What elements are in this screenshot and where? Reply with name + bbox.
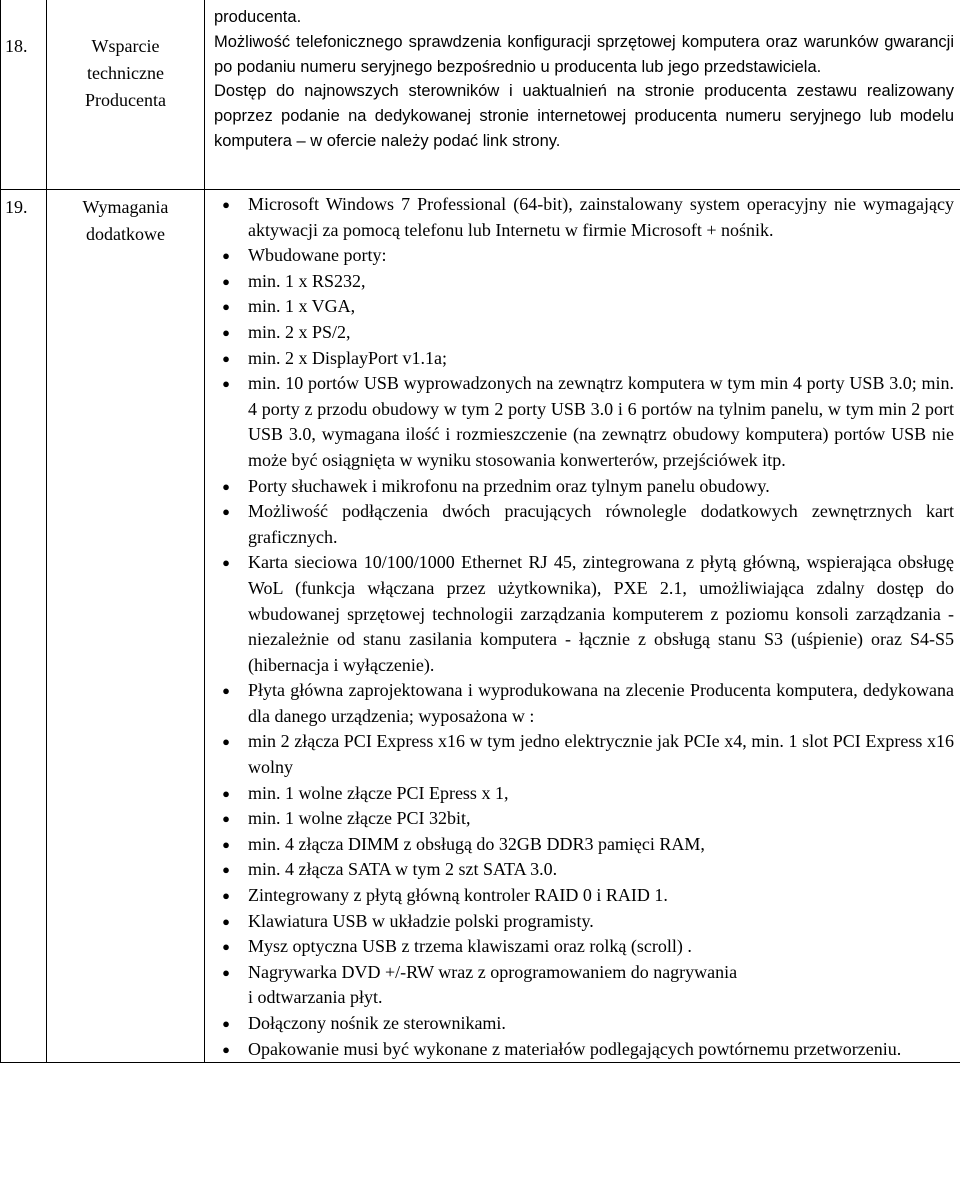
list-item: [214, 320, 954, 346]
list-item: [214, 269, 954, 295]
list-item-text: Karta sieciowa 10/100/1000 Ethernet RJ 45, zintegrowana z płytą główną, wspierająca obsługę WoL (funkcja włączana przez użytkownika), PXE 2.1, umożliwiająca zdalny dostęp do wbudowanej sprzętowej technologii zarządzania komputerem z poziomu konsoli zarządzania - niezależnie od stanu zasilania komputera - łącznie z obsługą stanu S3 (uśpienie) oraz S4-S5 (hibernacja i wyłączenie).: [248, 552, 954, 675]
spec-row-18: [1, 0, 960, 190]
bullet-dot-icon: ●: [222, 350, 230, 366]
list-item: [214, 857, 954, 883]
row-number: 18.: [1, 0, 47, 190]
bullet-dot-icon: ●: [222, 1016, 230, 1031]
list-item-text: min. 1 wolne złącze PCI Epress x 1,: [248, 782, 509, 803]
list-item-text: Dołączony nośnik ze sterownikami.: [248, 1013, 506, 1033]
list-item-text: Wbudowane porty:: [248, 245, 387, 266]
requirements-list: [214, 192, 954, 1062]
row-name: Wsparcie techniczne Producenta: [47, 0, 205, 190]
bullet-dot-icon: ●: [222, 811, 230, 827]
list-item-text: min. 1 x RS232,: [248, 270, 366, 291]
list-item-text: Porty słuchawek i mikrofonu na przednim oraz tylnym panelu obudowy.: [248, 475, 770, 496]
list-item: [214, 294, 954, 320]
list-item: [214, 806, 954, 832]
list-item-text: Opakowanie musi być wykonane z materiałów podlegających powtórnemu przetworzeniu.: [248, 1038, 902, 1059]
bullet-dot-icon: ●: [222, 248, 230, 264]
list-item: [214, 729, 954, 780]
list-item-text: min. 2 x PS/2,: [248, 321, 351, 342]
list-item-text: Płyta główna zaprojektowana i wyprodukowana na zlecenie Producenta komputera, dedykowana dla danego urządzenia; wyposażona w :: [248, 680, 954, 726]
bullet-dot-icon: ●: [222, 862, 230, 878]
bullet-dot-icon: ●: [222, 273, 230, 289]
list-item: [214, 883, 954, 909]
bullet-dot-icon: ●: [222, 504, 230, 520]
list-item: [214, 499, 954, 550]
row-description: [205, 190, 960, 1063]
bullet-dot-icon: ●: [222, 1041, 230, 1057]
list-item-text: min. 1 wolne złącze PCI 32bit,: [248, 808, 471, 829]
list-item: [214, 243, 954, 269]
list-item: [214, 934, 954, 960]
list-item-text: min. 1 x VGA,: [248, 296, 356, 317]
list-item: [214, 371, 954, 473]
bullet-dot-icon: ●: [222, 555, 230, 571]
list-item: [214, 960, 954, 1011]
paragraph: producenta.: [214, 8, 302, 26]
bullet-dot-icon: ●: [222, 913, 230, 929]
spec-row-19: [1, 190, 960, 1063]
list-item: [214, 678, 954, 729]
list-item-text: Zintegrowany z płytą główną kontroler RAID 0 i RAID 1.: [248, 885, 668, 906]
list-item-text: min 2 złącza PCI Express x16 w tym jedno elektrycznie jak PCIe x4, min. 1 slot PCI Express x16 wolny: [248, 731, 954, 778]
list-item-text: Klawiatura USB w układzie polski programisty.: [248, 910, 594, 931]
bullet-dot-icon: ●: [222, 478, 230, 494]
list-item-text: Microsoft Windows 7 Professional (64-bit), zainstalowany system operacyjny nie wymagający aktywacji za pomocą telefonu lub Internetu w firmie Microsoft + nośnik.: [248, 194, 954, 240]
list-item: [214, 1011, 954, 1037]
list-item: [214, 781, 954, 807]
list-item: [214, 474, 954, 500]
paragraph: Dostęp do najnowszych sterowników i uaktualnień na stronie producenta zestawu realizowany poprzez podanie na dedykowanej stronie internetowej producenta numeru seryjnego lub modelu komputera – w ofercie należy podać link strony.: [214, 82, 954, 150]
row-description: [205, 0, 960, 190]
paragraph: Możliwość telefonicznego sprawdzenia konfiguracji sprzętowej komputera oraz warunków gwarancji po podaniu numeru seryjnego bezpośrednio u producenta lub jego przedstawiciela.: [214, 32, 954, 76]
bullet-dot-icon: ●: [222, 734, 230, 750]
list-item: [214, 832, 954, 858]
list-item-text: min. 4 złącza SATA w tym 2 szt SATA 3.0.: [248, 859, 558, 880]
bullet-dot-icon: ●: [222, 376, 230, 392]
list-item-text: min. 10 portów USB wyprowadzonych na zewnątrz komputera w tym min 4 porty USB 3.0; min. 4 porty z przodu obudowy w tym 2 porty USB 3.0 i 6 portów na tylnim panelu, w tym min 2 port USB 3.0, wymagana ilość i rozmieszczenie (na zewnątrz obudowy komputera) portów USB nie może być osiągnięta w wyniku stosowania konwerterów, przejściówek itp.: [248, 373, 954, 470]
bullet-dot-icon: ●: [222, 939, 230, 955]
list-item: [214, 346, 954, 372]
bullet-dot-icon: ●: [222, 683, 230, 699]
list-item-text: min. 2 x DisplayPort v1.1a;: [248, 347, 447, 368]
bullet-dot-icon: ●: [222, 785, 230, 801]
list-item: [214, 1037, 954, 1063]
bullet-dot-icon: ●: [222, 964, 230, 980]
bullet-dot-icon: ●: [222, 888, 230, 904]
row-name: Wymagania dodatkowe: [47, 190, 205, 1063]
bullet-dot-icon: ●: [222, 197, 230, 212]
list-item-text: Możliwość podłączenia dwóch pracujących równolegle dodatkowych zewnętrznych kart graficznych.: [248, 501, 954, 547]
list-item: [214, 550, 954, 678]
bullet-dot-icon: ●: [222, 836, 230, 852]
list-item-text: min. 4 złącza DIMM z obsługą do 32GB DDR3 pamięci RAM,: [248, 833, 705, 854]
list-item-text: Nagrywarka DVD +/-RW wraz z oprogramowaniem do nagrywania i odtwarzania płyt.: [248, 961, 738, 1008]
row-number: 19.: [1, 190, 47, 1063]
bullet-dot-icon: ●: [222, 299, 230, 315]
bullet-dot-icon: ●: [222, 324, 230, 340]
list-item: [214, 909, 954, 935]
list-item: [214, 192, 954, 243]
list-item-text: Mysz optyczna USB z trzema klawiszami oraz rolką (scroll) .: [248, 936, 692, 957]
